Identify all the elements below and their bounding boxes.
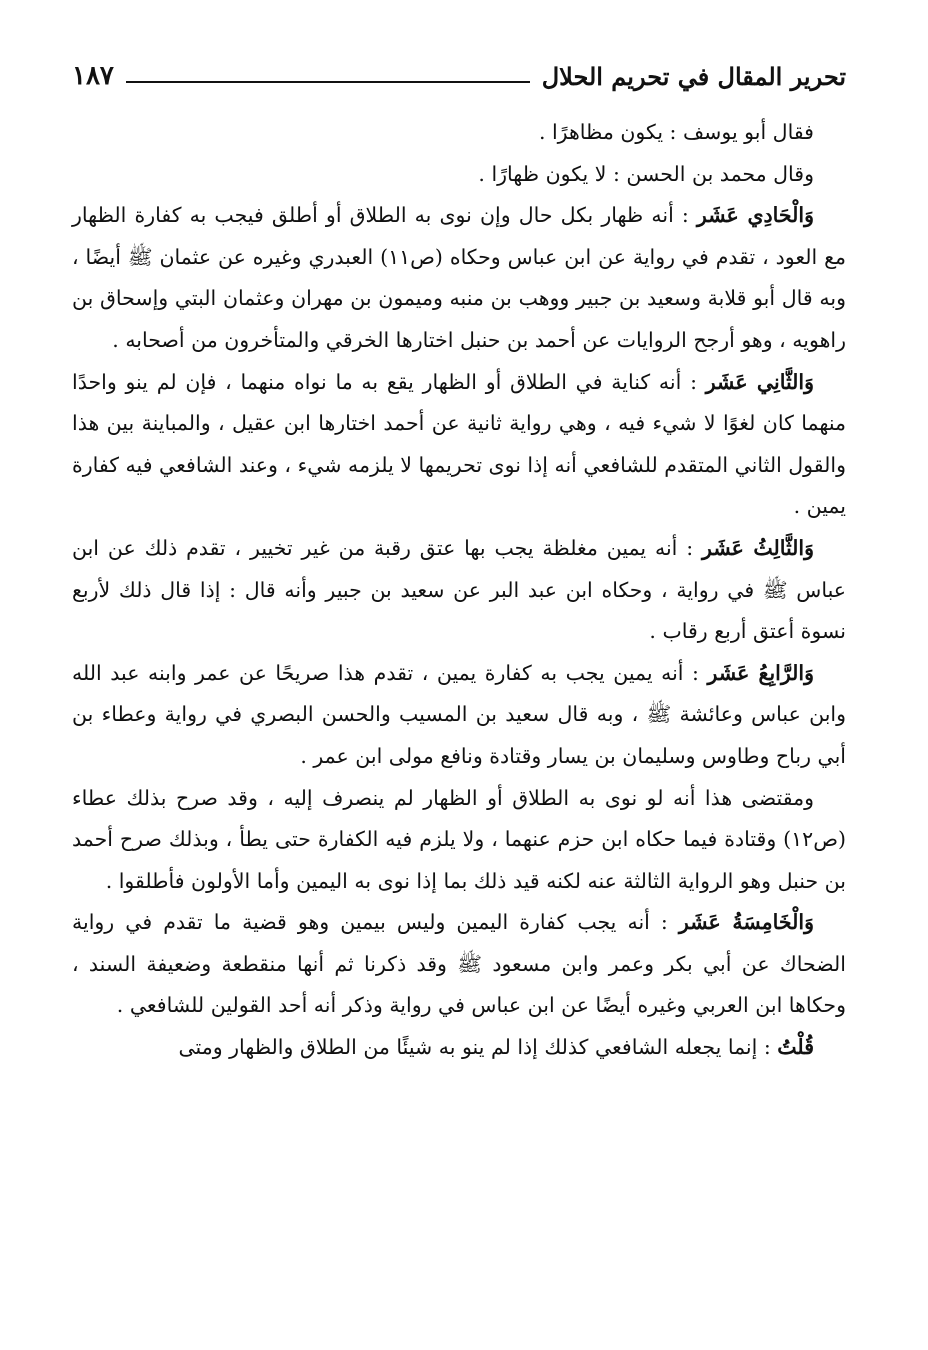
paragraph-text: : إنما يجعله الشافعي كذلك إذا لم ينو به شيئًا من الطلاق والظهار ومتى (178, 1035, 778, 1060)
page-header (72, 54, 846, 98)
paragraph-text: ومقتضى هذا أنه لو نوى به الطلاق أو الظهار لم ينصرف إليه ، وقد صرح بذلك عطاء (ص١٢) وقتادة فيما حكاه ابن حزم عنهما ، ولا يلزم فيه الكفارة حتى يطأ ، وبذلك صرح أحمد بن حنبل وهو الرواية الثالثة عنه لكنه قيد ذلك بما إذا نوى به اليمين وأما الأولون فأطلقوا . (72, 785, 846, 893)
paragraph-1 (72, 112, 846, 154)
paragraph-8 (72, 902, 846, 1027)
paragraph-lead: وَالرَّابِعُ عَشَر (707, 660, 814, 685)
paragraph-4 (72, 362, 846, 528)
paragraph-text: : أنه ظهار بكل حال وإن نوى به الطلاق أو أطلق فيجب به كفارة الظهار مع العود ، تقدم في رواية عن ابن عباس وحكاه (ص١١) العبدري وغيره عن عثمان ﷺ أيضًا ، وبه قال أبو قلابة وسعيد بن جبير ووهب بن منبه وميمون بن مهران وعثمان البتي وإسحاق بن راهويه ، وهو أرجح الروايات عن أحمد بن حنبل اختارها الخرقي والمتأخرون من أصحابه . (72, 203, 847, 352)
running-title: تحرير المقال في تحريم الحلال (541, 61, 846, 91)
page-number: ١٨٧ (72, 61, 114, 91)
paragraph-lead: وَالْحَادِي عَشَر (696, 203, 814, 228)
paragraph-5 (72, 528, 846, 653)
body-text (72, 112, 846, 1069)
paragraph-text: فقال أبو يوسف : يكون مظاهرًا . (538, 120, 814, 144)
paragraph-7 (72, 778, 846, 903)
paragraph-3 (72, 195, 846, 361)
paragraph-lead: وَالثَّالِثُ عَشَر (702, 535, 814, 560)
paragraph-lead: وَالثَّانِي عَشَر (705, 369, 814, 394)
paragraph-text: : أنه يمين يجب به كفارة يمين ، تقدم هذا صريحًا عن عمر وابنه عبد الله وابن عباس وعائشة ﷺ ، وبه قال سعيد بن المسيب والحسن البصري في رواية وعطاء بن أبي رباح وطاوس وسليمان بن يسار وقتادة ونافع مولى ابن عمر . (72, 660, 846, 768)
paragraph-text: وقال محمد بن الحسن : لا يكون ظهارًا . (478, 161, 814, 186)
header-rule (126, 81, 530, 83)
paragraph-lead: قُلْتُ (777, 1035, 814, 1060)
paragraph-text: : أنه يمين مغلظة يجب بها عتق رقبة من غير تخيير ، تقدم ذلك عن ابن عباس ﷺ في رواية ، وحكاه ابن عبد البر عن سعيد بن جبير وأنه قال : إذا قال ذلك لأربع نسوة أعتق أربع رقاب . (72, 535, 846, 644)
paragraph-9 (72, 1027, 846, 1069)
paragraph-lead: وَالْخَامِسَةُ عَشَر (678, 910, 814, 935)
paragraph-2 (72, 154, 846, 196)
paragraph-text: : أنه يجب كفارة اليمين وليس بيمين وهو قضية ما تقدم في رواية الضحاك عن أبي بكر وعمر وابن مسعود ﷺ وقد ذكرنا ثم أنها منقطعة وضعيفة السند ، وحكاها ابن العربي وغيره أيضًا عن ابن عباس في رواية وذكر أنه أحد القولين للشافعي . (72, 910, 846, 1018)
paragraph-text: : أنه كناية في الطلاق أو الظهار يقع به ما نواه منهما ، فإن لم ينو واحدًا منهما كان لغوًا لا شيء فيه ، وهي رواية ثانية عن أحمد اختارها ابن عقيل ، والمباينة بين هذا والقول الثاني المتقدم للشافعي أنه إذا نوى تحريمها لا يلزمه شيء ، وعند الشافعي فيه كفارة يمين . (72, 369, 846, 519)
paragraph-6 (72, 653, 846, 778)
